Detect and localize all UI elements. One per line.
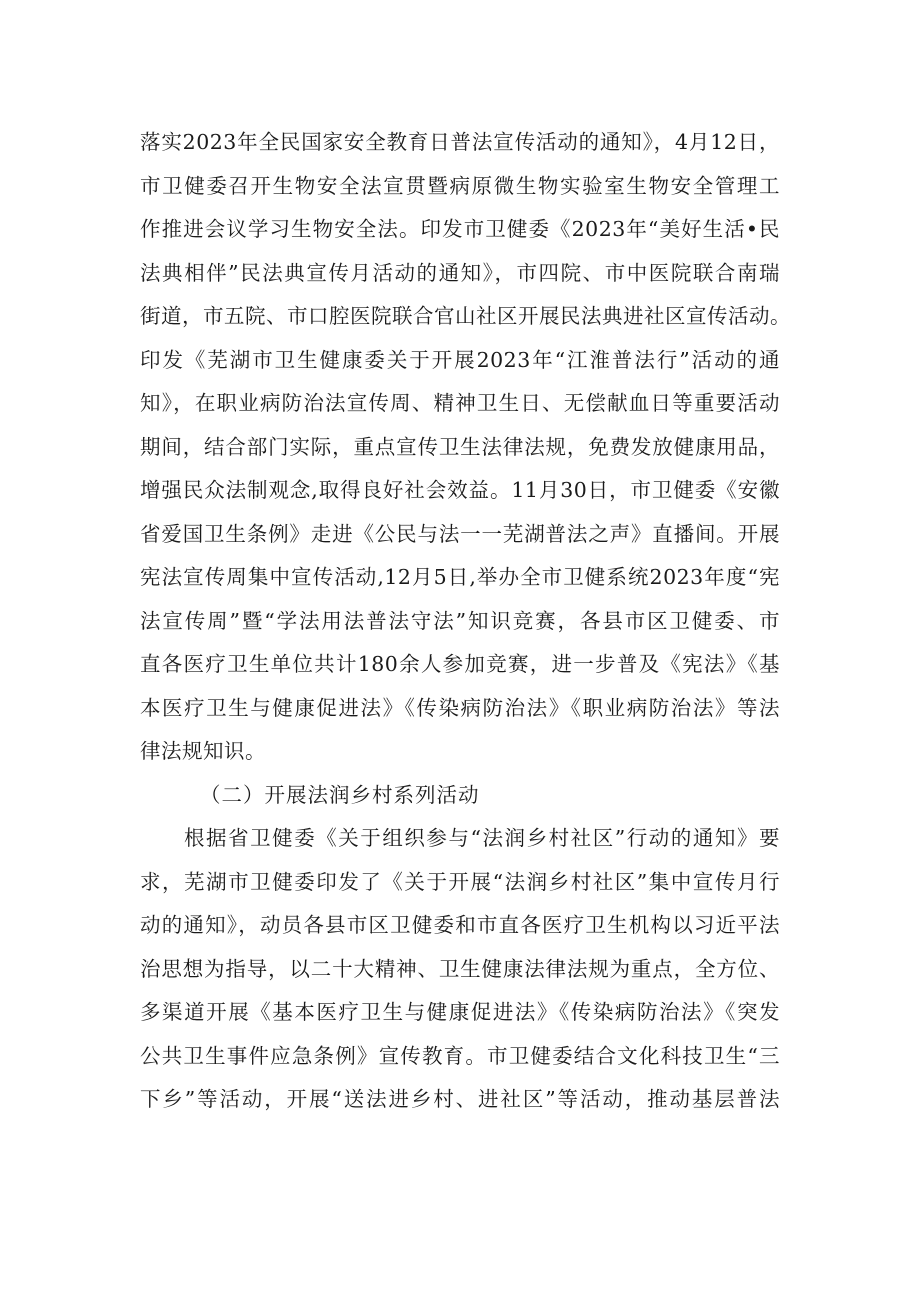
body-text-line: 增强民众法制观念,取得良好社会效益。11月30日，市卫健委《安徽 bbox=[140, 478, 780, 502]
body-text-line: 印发《芜湖市卫生健康委关于开展2023年“江淮普法行”活动的通 bbox=[140, 348, 780, 372]
body-text-line: 多渠道开展《基本医疗卫生与健康促进法》《传染病防治法》《突发 bbox=[140, 1000, 780, 1024]
body-text-line: 求，芜湖市卫健委印发了《关于开展“法润乡村社区”集中宣传月行 bbox=[140, 870, 780, 894]
body-text-line: 期间，结合部门实际，重点宣传卫生法律法规，免费发放健康用品， bbox=[140, 435, 780, 459]
body-text-line: 落实2023年全民国家安全教育日普法宣传活动的通知》，4月12日， bbox=[140, 130, 780, 154]
body-text-line: 本医疗卫生与健康促进法》《传染病防治法》《职业病防治法》等法 bbox=[140, 696, 780, 720]
body-text-line: 市卫健委召开生物安全法宣贯暨病原微生物实验室生物安全管理工 bbox=[140, 174, 780, 198]
body-text-line: 根据省卫健委《关于组织参与“法润乡村社区”行动的通知》要 bbox=[184, 826, 780, 850]
body-text-line: 街道，市五院、市口腔医院联合官山社区开展民法典进社区宣传活动。 bbox=[140, 304, 791, 328]
body-text-line: 省爱国卫生条例》走进《公民与法一一芜湖普法之声》直播间。开展 bbox=[140, 522, 780, 546]
body-text-line: 作推进会议学习生物安全法。印发市卫健委《2023年“美好生活•民 bbox=[140, 217, 780, 241]
body-text-line: 法典相伴”民法典宣传月活动的通知》，市四院、市中医院联合南瑞 bbox=[140, 261, 780, 285]
body-text-line: 律法规知识。 bbox=[140, 739, 266, 763]
body-text-line: 下乡”等活动，开展“送法进乡村、进社区”等活动，推动基层普法 bbox=[140, 1087, 780, 1111]
section-heading: （二）开展法润乡村系列活动 bbox=[200, 783, 480, 807]
body-text-line: 知》，在职业病防治法宣传周、精神卫生日、无偿献血日等重要活动 bbox=[140, 391, 780, 415]
body-text-line: 宪法宣传周集中宣传活动,12月5日,举办全市卫健系统2023年度“宪 bbox=[140, 565, 780, 589]
body-text-line: 动的通知》，动员各县市区卫健委和市直各医疗卫生机构以习近平法 bbox=[140, 913, 780, 937]
body-text-line: 直各医疗卫生单位共计180余人参加竞赛，进一步普及《宪法》《基 bbox=[140, 652, 780, 676]
body-text-line: 公共卫生事件应急条例》宣传教育。市卫健委结合文化科技卫生“三 bbox=[140, 1044, 780, 1068]
body-text-line: 法宣传周”暨“学法用法普法守法”知识竞赛，各县市区卫健委、市 bbox=[140, 609, 780, 633]
body-text-line: 治思想为指导，以二十大精神、卫生健康法律法规为重点，全方位、 bbox=[140, 957, 780, 981]
